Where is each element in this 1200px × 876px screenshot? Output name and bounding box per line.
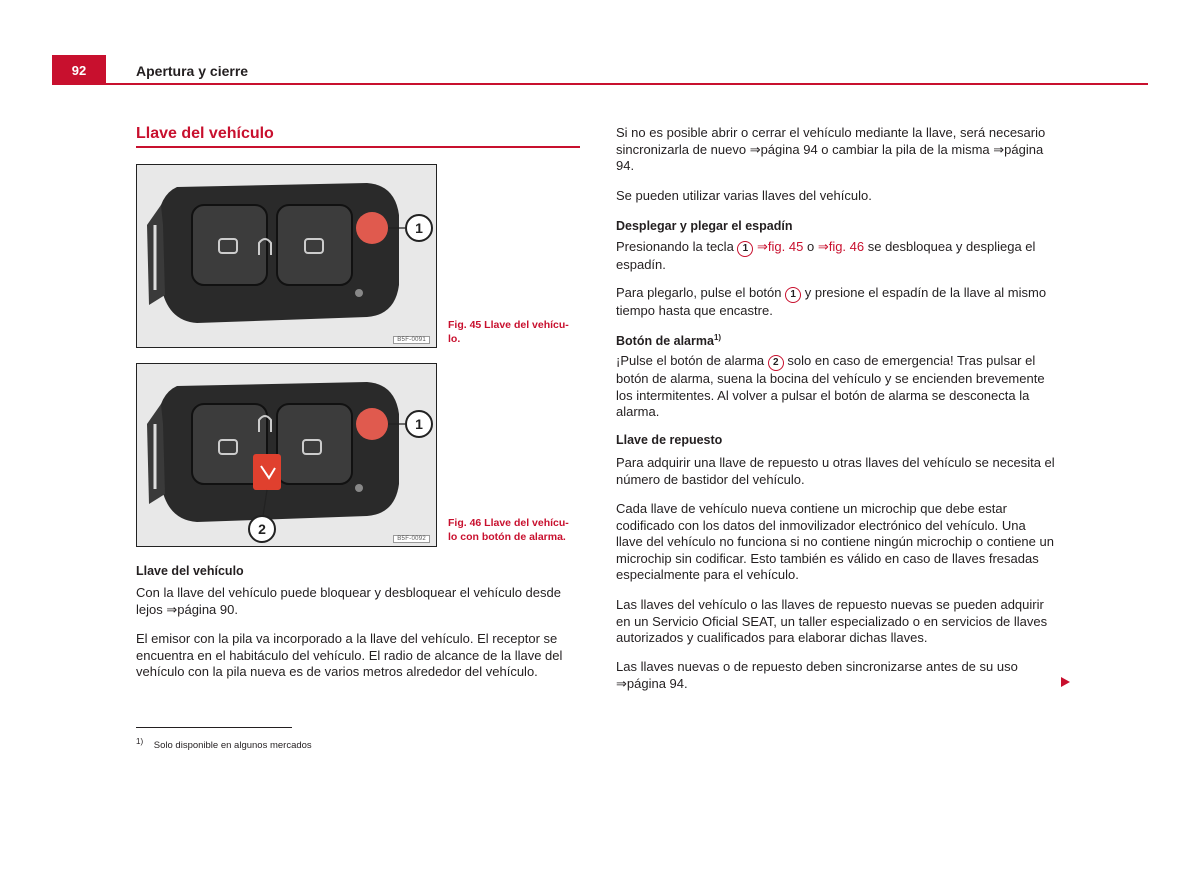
figure-46-callout-2: 2	[258, 521, 266, 537]
left-paragraph-2: El emisor con la pila va incorporado a la llave del vehículo. El receptor se encuentra en el habitáculo del vehículo. El radio de alcance de la llave del vehículo con la pila nueva es de varios metros alrededor del vehículo.	[136, 631, 563, 680]
link-fig-46[interactable]: ⇒fig. 46	[817, 239, 865, 254]
footnote-ref: 1)	[713, 333, 722, 342]
heading-espadin: Desplegar y plegar el espadín	[616, 219, 793, 233]
paragraph-espadin: Presionando la tecla 1 ⇒fig. 45 o ⇒fig. 46 se desbloquea y despliega el espadín.	[616, 239, 1036, 272]
paragraph-repuesto-3: Las llaves del vehículo o las llaves de repuesto nuevas se pueden adquirir en un Servicio Oficial SEAT, un taller especializado o en servicios de llaves autorizados y cualificados para elaborar dichas llaves.	[616, 597, 1048, 646]
link-fig-45[interactable]: ⇒fig. 45	[753, 239, 804, 254]
right-paragraph-2: Se pueden utilizar varias llaves del vehículo.	[616, 188, 872, 203]
figure-46-callout-1: 1	[415, 416, 423, 432]
paragraph-repuesto-4: Las llaves nuevas o de repuesto deben sincronizarse antes de su uso ⇒página 94.	[616, 659, 1018, 691]
figure-45-caption: Fig. 45 Llave del vehícu- lo.	[448, 319, 569, 345]
page-number-tab	[52, 55, 106, 85]
footnote-rule	[136, 727, 292, 728]
figure-46	[136, 363, 437, 547]
paragraph-repuesto-2: Cada llave de vehículo nueva contiene un microchip que debe estar codificado con los datos del inmovilizador electrónico del vehículo. Una llave del vehículo no funciona si no contiene ningún microchip o contiene un microchip sin codificar. Esto también es válido en caso de llaves fresadas especialmente para el vehículo.	[616, 501, 1054, 583]
car-key-fob-alarm-illustration	[137, 364, 437, 547]
paragraph-repuesto-1: Para adquirir una llave de repuesto u otras llaves del vehículo se necesita el número de bastidor del vehículo.	[616, 455, 1055, 487]
car-key-fob-illustration	[137, 165, 437, 348]
callout-2-ref: 2	[768, 355, 784, 371]
chapter-title: Apertura y cierre	[136, 63, 249, 79]
right-paragraph-1: Si no es posible abrir o cerrar el vehículo mediante la llave, será necesario sincronizarla de nuevo ⇒página 94 o cambiar la pila de la misma ⇒página 94.	[616, 125, 1046, 174]
footnote-text: Solo disponible en algunos mercados	[153, 740, 312, 752]
figure-45	[136, 164, 437, 348]
callout-1-ref: 1	[737, 241, 753, 257]
header-rule	[52, 83, 1148, 85]
section-title: Llave del vehículo	[136, 125, 274, 142]
figure-45-callout-1: 1	[415, 220, 423, 236]
paragraph-alarma: ¡Pulse el botón de alarma 2 solo en caso de emergencia! Tras pulsar el botón de alarma, suena la bocina del vehículo y se encienden brevemente los intermitentes. Al volver a pulsar el botón de alarma se desconecta la alarma.	[616, 353, 1045, 420]
figure-45-code: B5F-0091	[393, 336, 430, 344]
figure-46-code: B5F-0092	[393, 535, 430, 543]
page-number: 92	[71, 63, 87, 78]
figure-46-caption: Fig. 46 Llave del vehícu- lo con botón de alarma.	[448, 517, 569, 543]
section-title-rule	[136, 146, 580, 148]
heading-alarma: Botón de alarma$^{1)}$	[616, 333, 722, 349]
heading-repuesto: Llave de repuesto	[616, 433, 723, 447]
paragraph-plegar: Para plegarlo, pulse el botón 1 y presione el espadín de la llave al mismo tiempo hasta que encastre.	[616, 285, 1047, 318]
footnote	[136, 737, 312, 751]
callout-1-ref: 1	[785, 287, 801, 303]
footnote-mark: 1)	[136, 737, 144, 746]
left-paragraph-1: Con la llave del vehículo puede bloquear y desbloquear el vehículo desde lejos ⇒página 90.	[136, 585, 561, 617]
left-subheading: Llave del vehículo	[136, 564, 244, 578]
continue-arrow-icon	[1061, 677, 1070, 687]
